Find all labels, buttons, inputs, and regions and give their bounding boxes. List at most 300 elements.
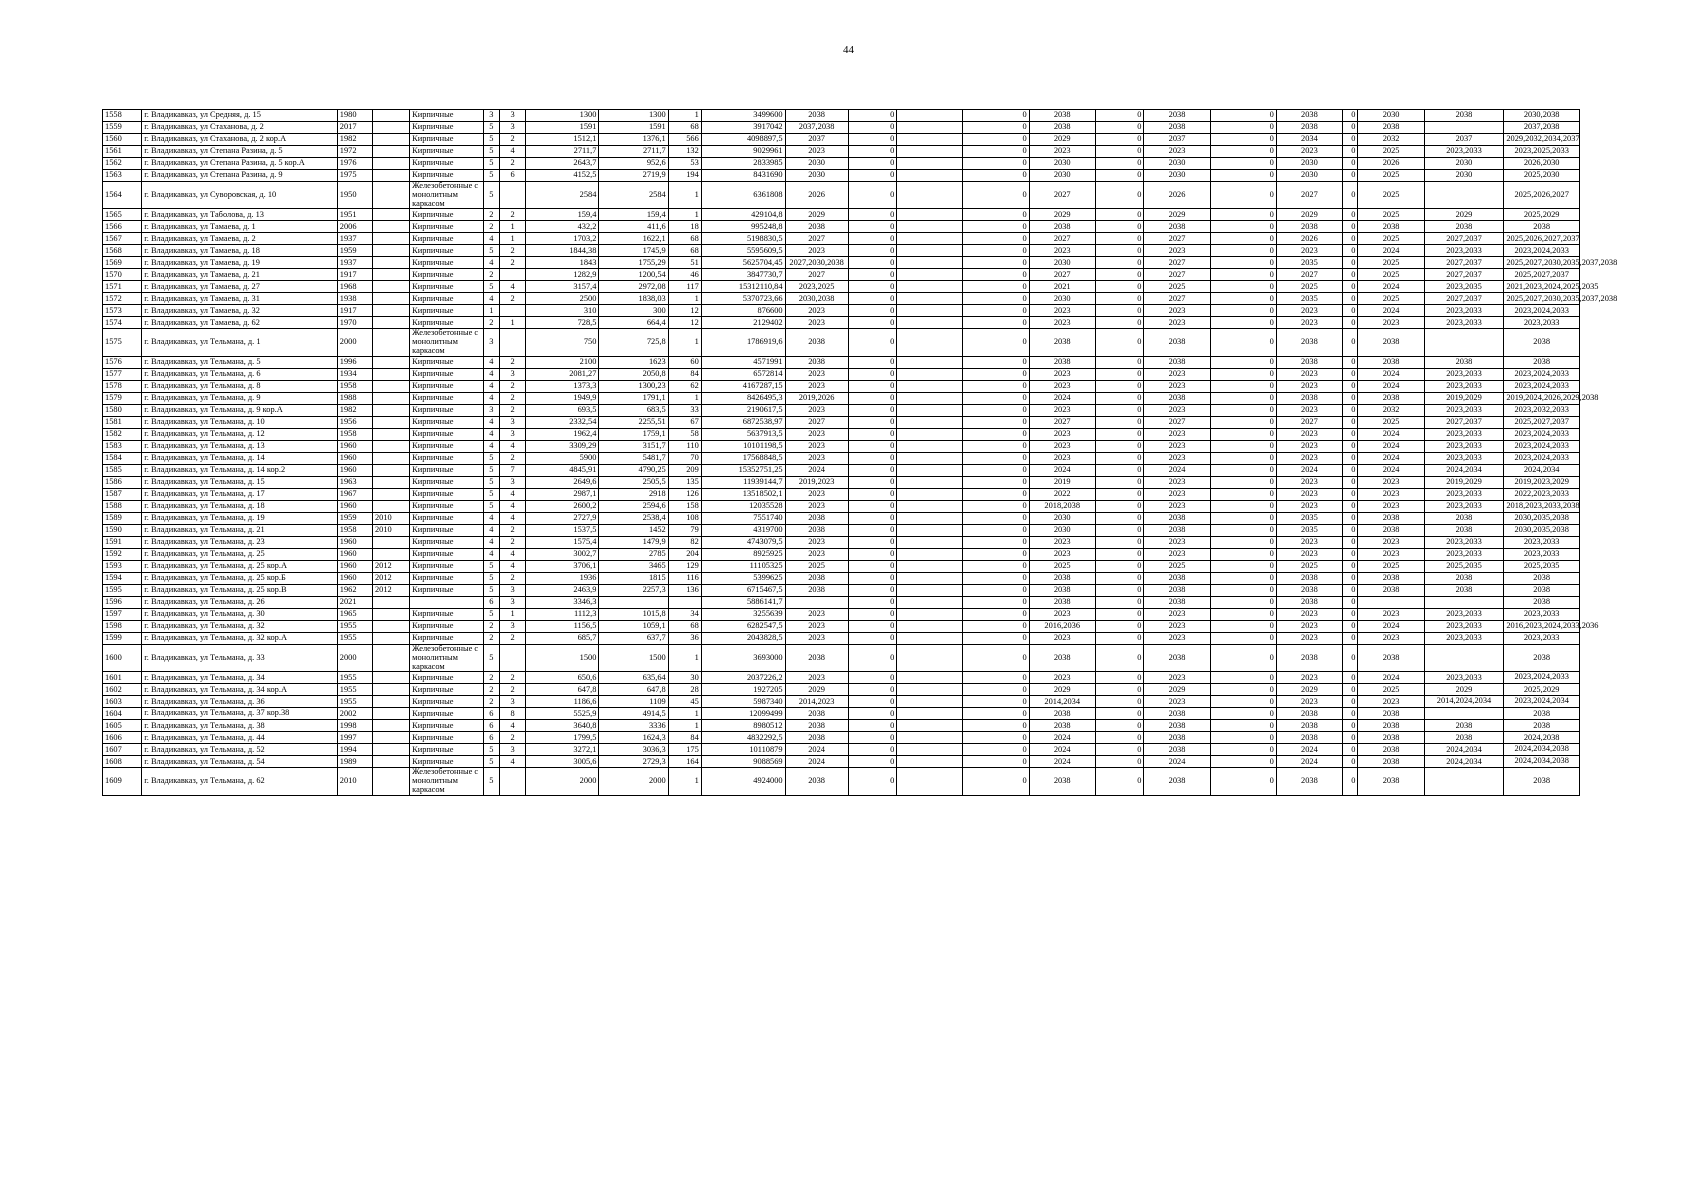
cell-addr: г. Владикавказ, ул Тельмана, д. 23: [142, 536, 337, 548]
cell-y7: 2038: [1504, 720, 1580, 732]
cell-area: 2643,7: [525, 158, 598, 170]
cell-z3: 0: [1095, 720, 1144, 732]
cell-id: 1600: [103, 644, 142, 671]
cell-addr: г. Владикавказ, ул Тельмана, д. 6: [142, 368, 337, 380]
cell-area: 2987,1: [525, 488, 598, 500]
cell-y6: 2038: [1424, 732, 1504, 744]
cell-id: 1591: [103, 536, 142, 548]
cell-area: 728,5: [525, 317, 598, 329]
cell-year: 1982: [337, 134, 372, 146]
cell-floors: 6: [483, 732, 500, 744]
cell-wall: Кирпичные: [410, 269, 483, 281]
cell-z5: 0: [1342, 476, 1358, 488]
cell-renov: [372, 548, 409, 560]
cell-floors: 5: [483, 134, 500, 146]
cell-y3: 2023: [1144, 632, 1210, 644]
cell-addr: г. Владикавказ, ул Тельмана, д. 18: [142, 500, 337, 512]
cell-y7: 2023,2024,2033: [1504, 452, 1580, 464]
cell-z2: 0: [963, 356, 1029, 368]
cell-residents: 126: [668, 488, 701, 500]
cell-renov: [372, 257, 409, 269]
cell-living: 1838,03: [599, 293, 668, 305]
cell-id: 1593: [103, 560, 142, 572]
cell-y7: 2037,2038: [1504, 122, 1580, 134]
cell-z1: 0: [848, 572, 897, 584]
cell-wall: Кирпичные: [410, 452, 483, 464]
cell-z2: 0: [963, 182, 1029, 209]
cell-z3: 0: [1095, 404, 1144, 416]
cell-residents: 204: [668, 548, 701, 560]
cell-z2: 0: [963, 584, 1029, 596]
cell-y3: 2023: [1144, 488, 1210, 500]
cell-residents: 60: [668, 356, 701, 368]
table-row: [103, 744, 1580, 756]
cell-residents: 28: [668, 684, 701, 696]
cell-residents: 79: [668, 524, 701, 536]
cell-y2: 2038: [1029, 768, 1095, 795]
cell-z3: 0: [1095, 281, 1144, 293]
cell-y7: 2038: [1504, 768, 1580, 795]
cell-id: 1567: [103, 233, 142, 245]
cell-y6: 2019,2029: [1424, 476, 1504, 488]
cell-z2: 0: [963, 572, 1029, 584]
cell-z2: 0: [963, 608, 1029, 620]
cell-y1: 2023: [785, 608, 848, 620]
cell-z2: 0: [963, 110, 1029, 122]
cell-floors: 5: [483, 500, 500, 512]
cell-z3: 0: [1095, 768, 1144, 795]
cell-wall: Кирпичные: [410, 380, 483, 392]
cell-year: 1982: [337, 404, 372, 416]
cell-living: 635,64: [599, 672, 668, 684]
table-row: [103, 632, 1580, 644]
cell-z5: 0: [1342, 146, 1358, 158]
cell-blank: [897, 584, 963, 596]
cell-residents: 12: [668, 317, 701, 329]
cell-z4: 0: [1210, 416, 1276, 428]
cell-z3: 0: [1095, 744, 1144, 756]
cell-addr: г. Владикавказ, ул Тельмана, д. 8: [142, 380, 337, 392]
cell-y6: 2023,2033: [1424, 305, 1504, 317]
cell-cost: 5370723,66: [701, 293, 785, 305]
cell-z3: 0: [1095, 684, 1144, 696]
housing-register-table: [102, 109, 1618, 796]
cell-entr: 4: [500, 512, 526, 524]
table-row: [103, 182, 1580, 209]
cell-living: 1059,1: [599, 620, 668, 632]
cell-z2: 0: [963, 404, 1029, 416]
cell-floors: 5: [483, 170, 500, 182]
cell-residents: 1: [668, 293, 701, 305]
cell-floors: 5: [483, 452, 500, 464]
cell-y4: 2038: [1276, 708, 1342, 720]
cell-y3: 2023: [1144, 536, 1210, 548]
cell-y4: 2023: [1276, 245, 1342, 257]
cell-y3: 2038: [1144, 720, 1210, 732]
cell-z4: 0: [1210, 158, 1276, 170]
table-row: [103, 281, 1580, 293]
cell-z4: 0: [1210, 209, 1276, 221]
table-row: [103, 329, 1580, 356]
cell-area: 3346,3: [525, 596, 598, 608]
cell-residents: 12: [668, 305, 701, 317]
cell-z1: 0: [848, 620, 897, 632]
cell-blank: [897, 768, 963, 795]
cell-area: 2711,7: [525, 146, 598, 158]
cell-z4: 0: [1210, 684, 1276, 696]
cell-z4: 0: [1210, 452, 1276, 464]
cell-z3: 0: [1095, 672, 1144, 684]
cell-living: 952,6: [599, 158, 668, 170]
cell-year: 1955: [337, 696, 372, 708]
cell-y5: 2038: [1358, 572, 1424, 584]
cell-entr: 3: [500, 596, 526, 608]
cell-area: 4845,91: [525, 464, 598, 476]
cell-z2: 0: [963, 632, 1029, 644]
cell-z5: 0: [1342, 512, 1358, 524]
cell-blank: [897, 416, 963, 428]
cell-y7: 2023,2024,2033: [1504, 380, 1580, 392]
cell-y4: 2023: [1276, 696, 1342, 708]
cell-addr: г. Владикавказ, ул Тамаева, д. 21: [142, 269, 337, 281]
cell-floors: 2: [483, 221, 500, 233]
cell-y5: 2025: [1358, 233, 1424, 245]
cell-renov: [372, 732, 409, 744]
cell-addr: г. Владикавказ, ул Таболова, д. 13: [142, 209, 337, 221]
cell-z1: 0: [848, 221, 897, 233]
cell-z3: 0: [1095, 170, 1144, 182]
cell-living: 1300: [599, 110, 668, 122]
cell-y2: 2030: [1029, 293, 1095, 305]
cell-z5: 0: [1342, 293, 1358, 305]
cell-y4: 2023: [1276, 476, 1342, 488]
cell-z2: 0: [963, 596, 1029, 608]
table-row: [103, 257, 1580, 269]
cell-y2: 2018,2038: [1029, 500, 1095, 512]
cell-y4: 2038: [1276, 329, 1342, 356]
cell-y5: 2038: [1358, 768, 1424, 795]
cell-wall: Кирпичные: [410, 512, 483, 524]
cell-residents: 62: [668, 380, 701, 392]
cell-renov: [372, 756, 409, 768]
cell-y6: [1424, 768, 1504, 795]
cell-y5: 2038: [1358, 708, 1424, 720]
cell-y5: [1358, 596, 1424, 608]
cell-y5: 2025: [1358, 560, 1424, 572]
cell-entr: 3: [500, 696, 526, 708]
cell-y6: 2023,2033: [1424, 536, 1504, 548]
cell-y6: 2027,2037: [1424, 257, 1504, 269]
cell-id: 1562: [103, 158, 142, 170]
cell-z5: 0: [1342, 620, 1358, 632]
cell-z2: 0: [963, 146, 1029, 158]
cell-y2: 2023: [1029, 305, 1095, 317]
cell-addr: г. Владикавказ, ул Тамаева, д. 18: [142, 245, 337, 257]
cell-year: 2010: [337, 768, 372, 795]
cell-y5: 2038: [1358, 524, 1424, 536]
cell-cost: 1927205: [701, 684, 785, 696]
cell-entr: 2: [500, 380, 526, 392]
cell-y2: 2038: [1029, 584, 1095, 596]
cell-wall: Кирпичные: [410, 440, 483, 452]
cell-y6: 2023,2033: [1424, 620, 1504, 632]
cell-y3: 2027: [1144, 416, 1210, 428]
cell-floors: 4: [483, 512, 500, 524]
cell-residents: 1: [668, 720, 701, 732]
cell-residents: 58: [668, 428, 701, 440]
cell-renov: [372, 632, 409, 644]
cell-y2: 2038: [1029, 356, 1095, 368]
cell-y6: 2023,2033: [1424, 632, 1504, 644]
table-row: [103, 110, 1580, 122]
cell-area: 4152,5: [525, 170, 598, 182]
cell-z4: 0: [1210, 476, 1276, 488]
cell-year: 1968: [337, 281, 372, 293]
cell-y1: 2038: [785, 329, 848, 356]
cell-living: 3465: [599, 560, 668, 572]
cell-y2: 2023: [1029, 380, 1095, 392]
cell-y5: 2038: [1358, 356, 1424, 368]
cell-floors: 5: [483, 572, 500, 584]
cell-floors: 4: [483, 356, 500, 368]
cell-y3: 2037: [1144, 134, 1210, 146]
cell-renov: [372, 233, 409, 245]
cell-year: 1938: [337, 293, 372, 305]
cell-year: 2006: [337, 221, 372, 233]
cell-y5: 2023: [1358, 536, 1424, 548]
cell-year: 1934: [337, 368, 372, 380]
cell-residents: 34: [668, 608, 701, 620]
cell-floors: 5: [483, 122, 500, 134]
cell-y7: 2038: [1504, 356, 1580, 368]
cell-cost: 5625704,45: [701, 257, 785, 269]
cell-z4: 0: [1210, 500, 1276, 512]
cell-area: 1282,9: [525, 269, 598, 281]
cell-entr: 3: [500, 110, 526, 122]
cell-living: 637,7: [599, 632, 668, 644]
cell-y6: 2027,2037: [1424, 416, 1504, 428]
cell-y5: 2038: [1358, 221, 1424, 233]
cell-addr: г. Владикавказ, ул Суворовская, д. 10: [142, 182, 337, 209]
cell-id: 1609: [103, 768, 142, 795]
cell-z5: 0: [1342, 756, 1358, 768]
cell-y7: 2023,2024,2034: [1504, 696, 1580, 708]
cell-z2: 0: [963, 536, 1029, 548]
cell-entr: 1: [500, 317, 526, 329]
cell-wall: Железобетонные с монолитным каркасом: [410, 768, 483, 795]
cell-y6: 2029: [1424, 209, 1504, 221]
cell-entr: 2: [500, 257, 526, 269]
cell-y7: 2038: [1504, 708, 1580, 720]
cell-residents: 68: [668, 122, 701, 134]
cell-z3: 0: [1095, 233, 1144, 245]
cell-y2: 2019: [1029, 476, 1095, 488]
cell-id: 1588: [103, 500, 142, 512]
cell-z4: 0: [1210, 696, 1276, 708]
cell-z4: 0: [1210, 329, 1276, 356]
cell-y4: 2035: [1276, 512, 1342, 524]
cell-y1: 2019,2023: [785, 476, 848, 488]
cell-y4: 2038: [1276, 110, 1342, 122]
cell-living: 1591: [599, 122, 668, 134]
cell-z5: 0: [1342, 380, 1358, 392]
cell-y2: 2027: [1029, 182, 1095, 209]
cell-renov: [372, 356, 409, 368]
cell-y3: 2023: [1144, 440, 1210, 452]
cell-addr: г. Владикавказ, ул Тамаева, д. 32: [142, 305, 337, 317]
cell-y5: 2025: [1358, 209, 1424, 221]
cell-y7: 2024,2038: [1504, 732, 1580, 744]
cell-y5: 2024: [1358, 672, 1424, 684]
cell-y2: 2030: [1029, 524, 1095, 536]
cell-z5: 0: [1342, 110, 1358, 122]
cell-y4: 2038: [1276, 768, 1342, 795]
cell-y2: 2029: [1029, 134, 1095, 146]
table-row: [103, 269, 1580, 281]
cell-z5: 0: [1342, 416, 1358, 428]
cell-y2: 2023: [1029, 404, 1095, 416]
cell-z1: 0: [848, 233, 897, 245]
cell-y7: 2025,2027,2030,2035,2037,2038: [1504, 257, 1580, 269]
cell-living: 1622,1: [599, 233, 668, 245]
cell-addr: г. Владикавказ, ул Тельмана, д. 37 кор.38: [142, 708, 337, 720]
table-row: [103, 476, 1580, 488]
cell-y3: 2029: [1144, 209, 1210, 221]
cell-y1: 2038: [785, 708, 848, 720]
cell-y3: 2023: [1144, 500, 1210, 512]
cell-z1: 0: [848, 305, 897, 317]
cell-y5: 2025: [1358, 146, 1424, 158]
cell-z3: 0: [1095, 476, 1144, 488]
cell-residents: 117: [668, 281, 701, 293]
cell-z2: 0: [963, 134, 1029, 146]
cell-y5: 2025: [1358, 293, 1424, 305]
cell-wall: Кирпичные: [410, 122, 483, 134]
cell-z1: 0: [848, 672, 897, 684]
cell-year: 1960: [337, 536, 372, 548]
cell-z4: 0: [1210, 720, 1276, 732]
cell-y6: 2024,2034: [1424, 744, 1504, 756]
cell-floors: 5: [483, 464, 500, 476]
cell-z5: 0: [1342, 464, 1358, 476]
cell-cost: 6872538,97: [701, 416, 785, 428]
cell-renov: [372, 329, 409, 356]
cell-y6: 2027,2037: [1424, 269, 1504, 281]
table-row: [103, 756, 1580, 768]
table-row: [103, 732, 1580, 744]
cell-y5: 2024: [1358, 452, 1424, 464]
cell-residents: 158: [668, 500, 701, 512]
cell-z4: 0: [1210, 134, 1276, 146]
cell-id: 1561: [103, 146, 142, 158]
cell-y2: 2023: [1029, 368, 1095, 380]
cell-y6: 2023,2033: [1424, 245, 1504, 257]
cell-cost: 12035528: [701, 500, 785, 512]
cell-year: 1965: [337, 608, 372, 620]
cell-residents: 136: [668, 584, 701, 596]
cell-living: [599, 596, 668, 608]
cell-entr: 2: [500, 293, 526, 305]
cell-floors: 6: [483, 708, 500, 720]
cell-addr: г. Владикавказ, ул Тельмана, д. 14 кор.2: [142, 464, 337, 476]
cell-id: 1565: [103, 209, 142, 221]
cell-addr: г. Владикавказ, ул Тельмана, д. 62: [142, 768, 337, 795]
cell-y3: 2038: [1144, 392, 1210, 404]
cell-y2: 2030: [1029, 158, 1095, 170]
cell-y7: 2023,2024,2033: [1504, 440, 1580, 452]
cell-y2: 2014,2034: [1029, 696, 1095, 708]
cell-y7: 2025,2029: [1504, 684, 1580, 696]
cell-floors: 4: [483, 257, 500, 269]
cell-y4: 2023: [1276, 632, 1342, 644]
cell-y5: 2038: [1358, 756, 1424, 768]
cell-y5: 2025: [1358, 269, 1424, 281]
cell-renov: [372, 134, 409, 146]
cell-living: 3151,7: [599, 440, 668, 452]
cell-renov: [372, 404, 409, 416]
cell-addr: г. Владикавказ, ул Тельмана, д. 9 кор.А: [142, 404, 337, 416]
cell-wall: Кирпичные: [410, 428, 483, 440]
cell-renov: [372, 536, 409, 548]
cell-z4: 0: [1210, 560, 1276, 572]
cell-cost: 6361808: [701, 182, 785, 209]
cell-y6: 2023,2033: [1424, 404, 1504, 416]
cell-wall: Кирпичные: [410, 233, 483, 245]
cell-blank: [897, 317, 963, 329]
cell-addr: г. Владикавказ, ул Тельмана, д. 44: [142, 732, 337, 744]
cell-y3: 2038: [1144, 732, 1210, 744]
cell-area: 1843: [525, 257, 598, 269]
cell-entr: 2: [500, 245, 526, 257]
cell-year: 2021: [337, 596, 372, 608]
cell-y3: 2038: [1144, 110, 1210, 122]
cell-y2: 2023: [1029, 608, 1095, 620]
cell-living: 2719,9: [599, 170, 668, 182]
cell-y1: 2027,2030,2038: [785, 257, 848, 269]
cell-y7: 2023,2033: [1504, 548, 1580, 560]
cell-residents: 1: [668, 110, 701, 122]
cell-cost: 5198830,5: [701, 233, 785, 245]
cell-y7: 2024,2034,2038: [1504, 756, 1580, 768]
cell-y2: 2023: [1029, 146, 1095, 158]
cell-z5: 0: [1342, 269, 1358, 281]
cell-year: 1967: [337, 488, 372, 500]
cell-living: 1624,3: [599, 732, 668, 744]
cell-z3: 0: [1095, 620, 1144, 632]
cell-area: 3309,29: [525, 440, 598, 452]
cell-wall: Кирпичные: [410, 158, 483, 170]
cell-residents: 33: [668, 404, 701, 416]
cell-y4: 2023: [1276, 608, 1342, 620]
cell-wall: Кирпичные: [410, 170, 483, 182]
cell-y1: 2023: [785, 632, 848, 644]
cell-z5: 0: [1342, 329, 1358, 356]
cell-y1: 2030,2038: [785, 293, 848, 305]
cell-z3: 0: [1095, 329, 1144, 356]
cell-z1: 0: [848, 596, 897, 608]
cell-y2: 2029: [1029, 684, 1095, 696]
cell-y6: 2023,2033: [1424, 672, 1504, 684]
cell-z2: 0: [963, 464, 1029, 476]
cell-residents: 84: [668, 368, 701, 380]
cell-z2: 0: [963, 317, 1029, 329]
cell-area: 750: [525, 329, 598, 356]
cell-area: 3002,7: [525, 548, 598, 560]
cell-area: 2500: [525, 293, 598, 305]
cell-z4: 0: [1210, 428, 1276, 440]
cell-z5: 0: [1342, 536, 1358, 548]
cell-blank: [897, 233, 963, 245]
